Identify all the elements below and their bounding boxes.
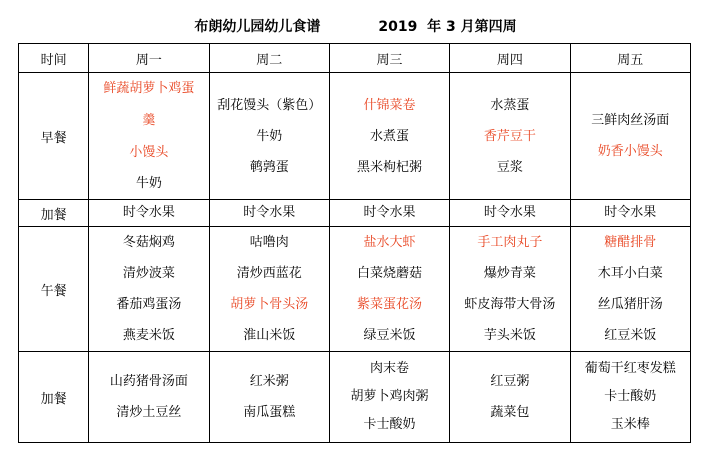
menu-cell: [450, 227, 570, 352]
meal-label: 早餐: [19, 73, 89, 200]
dish-item: 香芹豆干: [483, 128, 536, 144]
menu-cell: [329, 352, 449, 443]
meal-label: 加餐: [19, 352, 89, 443]
dish-item: 刮花馒头（紫色）: [217, 97, 322, 113]
dish-item: 水蒸蛋: [490, 97, 530, 113]
dish-item: 手工肉丸子: [477, 235, 543, 250]
dish-item: 水煮蛋: [370, 128, 410, 144]
menu-cell: [450, 200, 570, 227]
lunch-row: [19, 227, 691, 352]
dish-item: 虾皮海带大骨汤: [464, 297, 556, 312]
dish-item: 卡士酸奶: [604, 389, 657, 404]
dish-item: 绿豆米饭: [363, 328, 416, 343]
header-day-tue: 周二: [209, 44, 329, 73]
menu-cell: [89, 73, 209, 200]
dish-item: 红豆米饭: [604, 328, 657, 343]
menu-cell: [209, 352, 329, 443]
dish-item: 鹌鹑蛋: [249, 159, 289, 175]
dish-item: 豆浆: [496, 159, 523, 175]
dish-item: 芋头米饭: [483, 328, 536, 343]
dish-item: 胡萝卜骨头汤: [230, 297, 309, 312]
menu-cell: [450, 73, 570, 200]
dish-item: 奶香小馒头: [597, 144, 663, 159]
dish-item: 清炒土豆丝: [116, 405, 182, 420]
menu-cell: [89, 227, 209, 352]
weekly-menu-table: [18, 43, 691, 443]
menu-cell: [570, 73, 690, 200]
page-title: [0, 17, 711, 37]
dish-item: 时令水果: [243, 205, 296, 220]
dish-item: 冬菇焖鸡: [122, 235, 175, 250]
header-day-thu: 周四: [450, 44, 570, 73]
dish-item: 时令水果: [363, 205, 416, 220]
menu-cell: [89, 352, 209, 443]
afternoon-snack-row: [19, 352, 691, 443]
dish-item: 木耳小白菜: [597, 266, 663, 281]
dish-item: 卡士酸奶: [363, 417, 416, 432]
dish-item: 鲜蔬胡萝卜鸡蛋羹: [103, 81, 195, 128]
menu-cell: [570, 200, 690, 227]
dish-item: 咕噜肉: [249, 235, 289, 250]
dish-item: 胡萝卜鸡肉粥: [350, 389, 429, 404]
dish-item: 葡萄干红枣发糕: [584, 361, 676, 376]
meal-label: 午餐: [19, 227, 89, 352]
menu-cell: [209, 73, 329, 200]
header-time: 时间: [19, 44, 89, 73]
morning-snack-row: [19, 200, 691, 227]
dish-item: 燕麦米饭: [122, 328, 175, 343]
dish-item: 红米粥: [249, 374, 289, 389]
dish-item: 时令水果: [122, 205, 175, 220]
dish-item: 白菜烧蘑菇: [357, 266, 423, 281]
dish-item: 玉米棒: [610, 417, 650, 432]
menu-cell: [209, 200, 329, 227]
menu-cell: [89, 200, 209, 227]
menu-cell: [209, 227, 329, 352]
header-row: [19, 44, 691, 73]
dish-item: 爆炒青菜: [483, 266, 536, 281]
dish-item: 盐水大虾: [363, 235, 416, 250]
menu-cell: [450, 352, 570, 443]
dish-item: 红豆粥: [490, 374, 530, 389]
dish-item: 糖醋排骨: [604, 235, 657, 250]
dish-item: 三鲜肉丝汤面: [591, 113, 670, 128]
header-day-fri: 周五: [570, 44, 690, 73]
menu-cell: [329, 200, 449, 227]
dish-item: 肉末卷: [370, 361, 410, 376]
dish-item: 清炒西蓝花: [236, 266, 302, 281]
dish-item: 山药猪骨汤面: [109, 374, 188, 389]
dish-item: 小馒头: [129, 145, 169, 160]
menu-cell: [570, 227, 690, 352]
dish-item: 丝瓜猪肝汤: [597, 297, 663, 312]
menu-title: 布朗幼儿园幼儿食谱: [194, 19, 321, 35]
menu-cell: [329, 227, 449, 352]
dish-item: 时令水果: [604, 205, 657, 220]
dish-item: 蔬菜包: [490, 405, 530, 420]
dish-item: 什锦菜卷: [363, 97, 416, 113]
menu-cell: [329, 73, 449, 200]
header-day-wed: 周三: [329, 44, 449, 73]
menu-date: 2019 年 3 月第四周: [378, 19, 517, 35]
dish-item: 紫菜蛋花汤: [357, 297, 423, 312]
dish-item: 清炒波菜: [122, 266, 175, 281]
dish-item: 时令水果: [483, 205, 536, 220]
dish-item: 牛奶: [135, 176, 162, 191]
dish-item: 南瓜蛋糕: [243, 405, 296, 420]
dish-item: 番茄鸡蛋汤: [116, 297, 182, 312]
dish-item: 牛奶: [256, 128, 283, 144]
header-day-mon: 周一: [89, 44, 209, 73]
dish-item: 淮山米饭: [243, 328, 296, 343]
dish-item: 黑米枸杞粥: [357, 159, 423, 175]
meal-label: 加餐: [19, 200, 89, 227]
menu-cell: [570, 352, 690, 443]
breakfast-row: [19, 73, 691, 200]
